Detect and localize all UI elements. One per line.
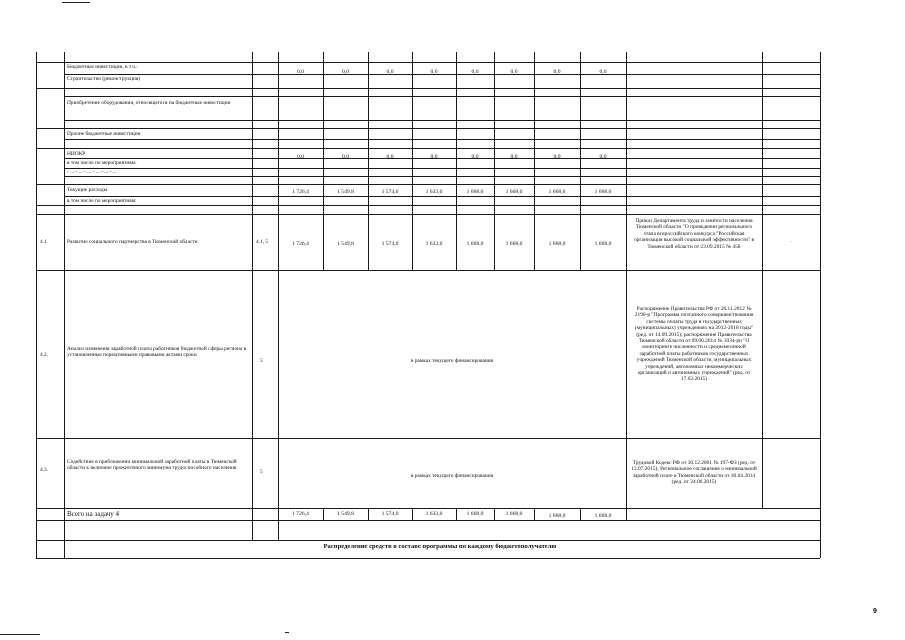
grid-line xyxy=(36,508,820,509)
total-value: 1 668,0 xyxy=(594,513,612,519)
grid-line xyxy=(36,540,820,541)
budget-value: 0,0 xyxy=(553,69,561,75)
grid-line xyxy=(36,438,820,439)
row-other-investments: Прочие бюджетные инвестиции xyxy=(67,131,141,137)
row-niokr-dots: - ... - ... - ... - ... - ... - ... xyxy=(67,169,117,175)
grid-line xyxy=(494,52,495,270)
niokr-value: 0,0 xyxy=(342,154,349,160)
item-basis: Трудовой Кодекс РФ от 30.12.2001 № 197-ФЗ (ред. от 13.07.2015); Региональное соглашение о минимальной заработной плате в Тюменской области от 30.04.2014 (ред. от 24.06.2015) xyxy=(631,460,757,486)
scan-mark xyxy=(285,632,289,633)
item-dot: · xyxy=(790,239,792,245)
item-value: 1 549,8 xyxy=(337,241,354,247)
grid-line xyxy=(36,184,820,185)
scan-mark xyxy=(62,2,90,3)
grid-line xyxy=(534,52,535,270)
item-basis: Приказ Департамента труда и занятости населения Тюменской области "О проведении регионального этапа всероссийского конкурса "Российская организация высокой социальной эффективности" в Тюменской области от 23.09.2015 № 458 xyxy=(633,218,755,250)
total-value: 1 668,0 xyxy=(548,513,566,519)
grid-line xyxy=(36,148,820,149)
item-code: 5 xyxy=(260,469,263,475)
item-code: 4.1, 5 xyxy=(256,239,269,245)
item-title: Анализ изменения заработной платы работников бюджетной сферы региона в установленные нормативными правовыми актами сроки xyxy=(67,346,247,359)
total-label: Всего на задачу 4 xyxy=(67,510,120,518)
total-value: 1 549,8 xyxy=(337,511,354,517)
niokr-value: 0,0 xyxy=(471,154,479,160)
grid-line xyxy=(36,558,820,559)
item-title: Развитие социального партнерства в Тюменской области xyxy=(67,239,198,245)
expense-value: 1 668,0 xyxy=(594,189,612,195)
grid-line xyxy=(36,128,820,129)
grid-line xyxy=(36,270,820,271)
budget-value: 0,0 xyxy=(430,69,438,75)
grid-line xyxy=(278,52,279,540)
expense-value: 1 668,0 xyxy=(548,189,566,195)
expense-value: 1 668,0 xyxy=(505,189,523,195)
niokr-value: 0,0 xyxy=(297,154,304,160)
item-value: 1 668,0 xyxy=(505,241,523,247)
item-value: 1 726,4 xyxy=(292,241,309,247)
niokr-value: 0,0 xyxy=(553,154,561,160)
item-title: Содействие в приближении минимальной заработной платы в Тюменской области к величине прожиточного минимума трудоспособного населения xyxy=(67,459,237,472)
total-value: 1 633,0 xyxy=(425,511,443,517)
item-number: 4.2. xyxy=(40,352,49,358)
grid-line xyxy=(456,52,457,270)
row-niokr: НИОКР xyxy=(67,151,86,157)
budget-value: 0,0 xyxy=(342,69,349,75)
item-value: 1 668,0 xyxy=(594,241,612,247)
expense-value: 1 633,0 xyxy=(425,189,443,195)
budget-value: 0,0 xyxy=(510,69,518,75)
total-value: 1 574,0 xyxy=(381,511,399,517)
budget-value: 0,0 xyxy=(599,69,607,75)
item-value: 1 633,0 xyxy=(425,241,443,247)
item-value: 1 668,0 xyxy=(548,241,566,247)
item-code: 5 xyxy=(260,358,263,364)
item-value: 1 668,0 xyxy=(466,241,484,247)
expense-value: 1 726,4 xyxy=(292,189,309,195)
niokr-value: 0,0 xyxy=(386,154,394,160)
section-title: Распределение средств в составе программы по каждому бюджетополучателю xyxy=(323,543,557,550)
grid-line xyxy=(252,52,253,540)
niokr-value: 0,0 xyxy=(430,154,438,160)
budget-value: 0,0 xyxy=(297,69,304,75)
page-number: 9 xyxy=(873,608,877,615)
total-value: 1 668,0 xyxy=(466,511,484,517)
grid-line xyxy=(64,120,820,121)
item-number: 4.1. xyxy=(40,239,49,245)
total-value: 1 726,4 xyxy=(292,511,309,517)
row-construction: Строительство (реконструкция) xyxy=(67,76,141,82)
grid-line xyxy=(323,52,324,270)
item-basis: Распоряжение Правительства РФ от 26.11.2012 № 2190-р "Программа поэтапного совершенствования системы оплаты труда в государственных (муниципальных) учреждениях на 2012-2018 годы" (ред. от 14.09.2015); распоряжение Правительства Тюменской области от 09.06.2014 № 1034-рп "О мониторинге численности и среднемесячной заработной платы работников государственных учреждений Тюменской области, муниципальных учреждений, автономных некоммерческих организаций и автономных учреждений" (ред. от 17.03.2015) xyxy=(634,306,754,383)
financing-note: в рамках текущего финансирования xyxy=(410,473,494,479)
grid-line xyxy=(36,214,820,215)
expense-value: 1 574,0 xyxy=(381,189,399,195)
row-equipment: Приобретение оборудования, относящегося на бюджетные инвестиции xyxy=(67,100,231,106)
financing-note: в рамках текущего финансирования xyxy=(410,358,494,364)
grid-line xyxy=(368,52,369,270)
expense-value: 1 668,0 xyxy=(466,189,484,195)
row-budget-investments: Бюджетные инвестиции, в т.ч.: xyxy=(67,64,138,70)
grid-line xyxy=(36,88,820,89)
item-number: 4.3. xyxy=(40,467,49,473)
grid-line xyxy=(820,52,821,558)
total-value: 1 668,0 xyxy=(505,511,523,517)
row-current-sub: в том числе по мероприятиям: xyxy=(67,198,137,204)
scan-mark xyxy=(0,634,40,635)
expense-value: 1 549,8 xyxy=(337,189,354,195)
grid-line xyxy=(626,508,627,520)
budget-value: 0,0 xyxy=(386,69,394,75)
niokr-value: 0,0 xyxy=(599,154,607,160)
budget-value: 0,0 xyxy=(471,69,479,75)
niokr-value: 0,0 xyxy=(510,154,518,160)
grid-line xyxy=(412,52,413,270)
grid-line xyxy=(580,52,581,270)
grid-line xyxy=(64,196,820,197)
row-current-expenses: Текущие расходы xyxy=(67,187,108,193)
item-value: 1 574,0 xyxy=(381,241,399,247)
grid-line xyxy=(64,176,820,177)
row-niokr-sub: в том числе по мероприятиям: xyxy=(67,160,137,166)
grid-line xyxy=(36,205,820,206)
grid-line xyxy=(64,96,820,97)
grid-line xyxy=(64,139,820,140)
grid-line xyxy=(36,62,820,63)
grid-line xyxy=(64,168,820,169)
grid-line xyxy=(36,520,820,521)
